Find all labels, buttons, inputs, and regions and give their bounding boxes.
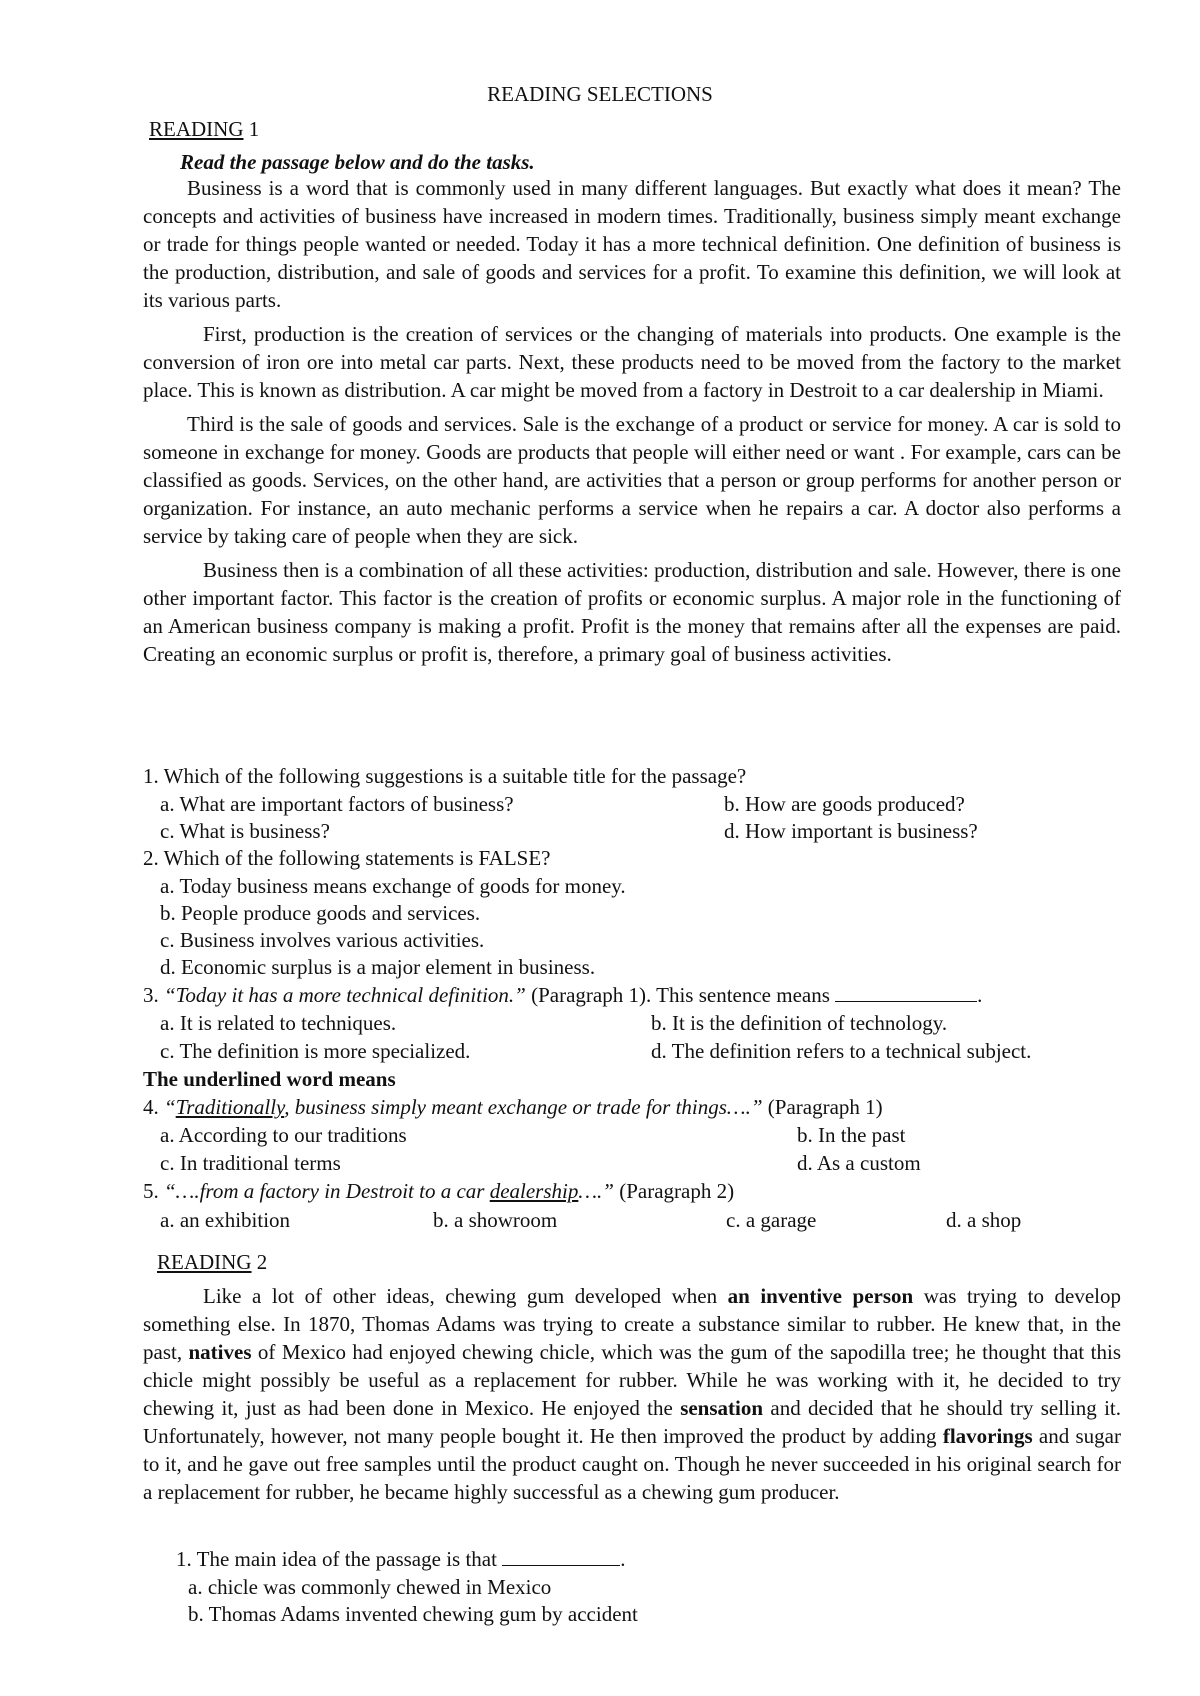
question-1-option-b: b. How are goods produced? — [724, 792, 965, 816]
reading-1-paragraph-3: Third is the sale of goods and services. Sale is the exchange of a product or service for money. A car is sold to someone in exchange for money. Goods are products that people will either need or want . For example, cars can be classified as goods. Services, on the other hand, are activities that a person or group performs for another person or organization. For instance, an auto mechanic performs a service when he repairs a car. A doctor also performs a service by taking care of people when they are sick. — [143, 412, 1121, 548]
bold-phrase: an inventive person — [727, 1284, 914, 1308]
question-4-stem: 4. “Traditionally, business simply meant exchange or trade for things….” (Paragraph 1) — [143, 1095, 883, 1119]
reading-2-question-1-stem: 1. The main idea of the passage is that . — [176, 1547, 626, 1571]
page-title: READING SELECTIONS — [487, 82, 713, 106]
underlined-word: dealership — [489, 1179, 579, 1203]
reading-2-question-1-option-a: a. chicle was commonly chewed in Mexico — [188, 1575, 552, 1599]
reading-1-heading-number: 1 — [248, 117, 260, 141]
question-5-stem: 5. “….from a factory in Destroit to a car dealership….” (Paragraph 2) — [143, 1179, 735, 1203]
bold-word: sensation — [680, 1396, 764, 1420]
reading-2-question-1-option-b: b. Thomas Adams invented chewing gum by accident — [188, 1602, 638, 1626]
answer-blank[interactable] — [835, 981, 977, 1002]
question-2-option-d: d. Economic surplus is a major element in business. — [160, 955, 596, 979]
question-2-option-c: c. Business involves various activities. — [160, 928, 485, 952]
question-4-option-a: a. According to our traditions — [160, 1123, 407, 1147]
question-3-option-a: a. It is related to techniques. — [160, 1011, 397, 1035]
answer-blank[interactable] — [502, 1545, 620, 1566]
question-5-option-a: a. an exhibition — [160, 1208, 291, 1232]
question-5-option-c: c. a garage — [726, 1208, 817, 1232]
underlined-word-heading: The underlined word means — [143, 1067, 396, 1091]
question-5-option-d: d. a shop — [946, 1208, 1022, 1232]
reading-1-paragraph-2: First, production is the creation of services or the changing of materials into products. One example is the conversion of iron ore into metal car parts. Next, these products need to be moved from the factory to the market place. This is known as distribution. A car might be moved from a factory in Destroit to a car dealership in Miami. — [143, 322, 1121, 402]
question-3-option-c: c. The definition is more specialized. — [160, 1039, 471, 1063]
question-3-stem: 3. “Today it has a more technical definition.” (Paragraph 1). This sentence means . — [143, 983, 983, 1007]
question-1-option-c: c. What is business? — [160, 819, 330, 843]
question-2-option-a: a. Today business means exchange of goods for money. — [160, 874, 626, 898]
question-3-option-d: d. The definition refers to a technical subject. — [651, 1039, 1032, 1063]
reading-1-passage — [143, 174, 1121, 668]
bold-word: natives — [188, 1340, 252, 1364]
question-4-option-d: d. As a custom — [797, 1151, 921, 1175]
question-1-option-d: d. How important is business? — [724, 819, 978, 843]
question-4-option-c: c. In traditional terms — [160, 1151, 341, 1175]
bold-word: flavorings — [942, 1424, 1033, 1448]
reading-2-paragraph: Like a lot of other ideas, chewing gum developed when an inventive person was trying to develop something else. In 1870, Thomas Adams was trying to create a substance similar to rubber. He knew that, in the past, natives of Mexico had enjoyed chewing chicle, which was the gum of the sapodilla tree; he thought that this chicle might possibly be useful as a replacement for rubber. While he was working with it, he decided to try chewing it, just as had been done in Mexico. He enjoyed the sensation and decided that he should try selling it. Unfortunately, however, not many people bought it. He then improved the product by adding flavorings and sugar to it, and he gave out free samples until the product caught on. Though he never succeeded in his original search for a replacement for rubber, he became highly successful as a chewing gum producer. — [143, 1284, 1121, 1504]
reading-1-heading-word: READING — [149, 117, 244, 141]
question-2-stem: 2. Which of the following statements is FALSE? — [143, 846, 551, 870]
reading-1-paragraph-1: Business is a word that is commonly used in many different languages. But exactly what does it mean? The concepts and activities of business have increased in modern times. Traditionally, business simply meant exchange or trade for things people wanted or needed. Today it has a more technical definition. One definition of business is the production, distribution, and sale of goods and services for a profit. To examine this definition, we will look at its various parts. — [143, 176, 1121, 312]
question-5-option-b: b. a showroom — [433, 1208, 558, 1232]
reading-2-passage — [143, 1282, 1121, 1506]
question-4-option-b: b. In the past — [797, 1123, 906, 1147]
reading-1-paragraph-4: Business then is a combination of all these activities: production, distribution and sale. However, there is one other important factor. This factor is the creation of profits or economic surplus. A major role in the functioning of an American business company is making a profit. Profit is the money that remains after all the expenses are paid. Creating an economic surplus or profit is, therefore, a primary goal of business activities. — [143, 558, 1121, 666]
reading-2-heading-number: 2 — [256, 1250, 268, 1274]
reading-1-instruction: Read the passage below and do the tasks. — [180, 150, 535, 174]
question-1-option-a: a. What are important factors of business? — [160, 792, 514, 816]
question-1-stem: 1. Which of the following suggestions is a suitable title for the passage? — [143, 764, 747, 788]
reading-2-heading-word: READING — [157, 1250, 252, 1274]
reading-2-heading — [157, 1248, 267, 1276]
question-2-option-b: b. People produce goods and services. — [160, 901, 481, 925]
reading-1-heading — [149, 115, 259, 143]
underlined-word: Traditionally — [175, 1095, 285, 1119]
question-3-option-b: b. It is the definition of technology. — [651, 1011, 948, 1035]
